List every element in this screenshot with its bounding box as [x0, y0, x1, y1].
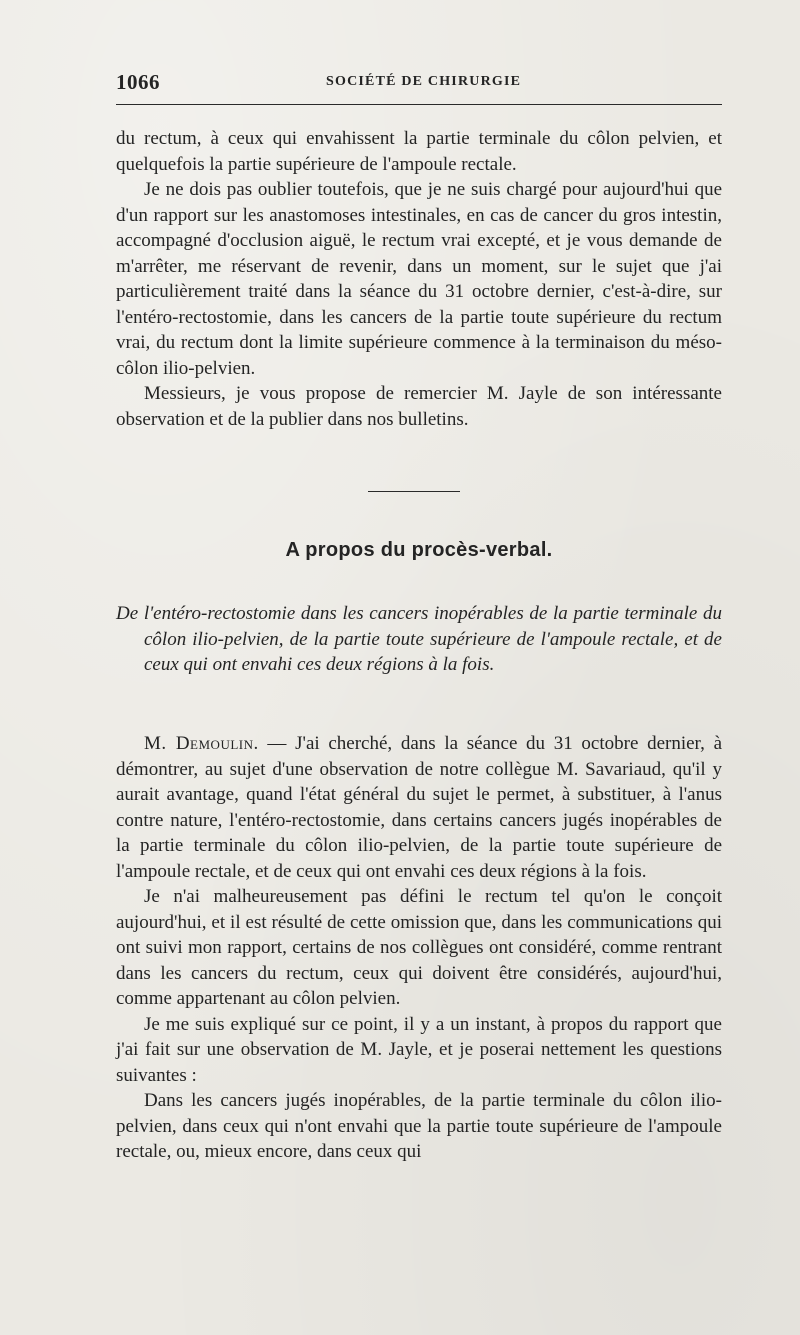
section-subtitle [116, 601, 722, 678]
page-number: 1066 [116, 70, 160, 94]
paragraph-cancers: Dans les cancers jugés inopérables, de la partie terminale du côlon ilio-pelvien, dans ceux qui n'ont envahi que la partie toute supérieure de l'ampoule rectale, ou, mieux encore, dans ceux qui [116, 1090, 722, 1162]
report-conclusion [116, 126, 722, 432]
speaker-name: M. Demoulin. [144, 733, 259, 754]
paragraph-thanks: Messieurs, je vous propose de remercier M. Jayle de son intéressante observation et de la publier dans nos bulletins. [116, 383, 722, 430]
section-divider [368, 491, 460, 492]
header-rule [116, 104, 722, 105]
paragraph-anastomoses: Je ne dois pas oublier toutefois, que je ne suis chargé pour aujourd'hui que d'un rapport sur les anastomoses intestinales, en cas de cancer du gros intestin, accompagné d'occlusion aiguë, le rectum vrai excepté, et je vous demande de m'arrêter, me réservant de revenir, dans un moment, sur le sujet que j'ai particulièrement traité dans la séance du 31 octobre dernier, c'est-à-dire, sur l'entéro-rectostomie, dans les cancers de la partie toute supérieure du rectum vrai, du rectum dont la limite supérieure commence à la terminaison du méso-côlon ilio-pelvien. [116, 179, 722, 379]
section-heading: A propos du procès-verbal. [285, 539, 553, 561]
running-title: SOCIÉTÉ DE CHIRURGIE [326, 74, 522, 89]
section-subtitle-text: De l'entéro-rectostomie dans les cancers inopérables de la partie terminale du côlon ilio-pelvien, de la partie toute supérieure de l'ampoule rectale, et de ceux qui ont envahi ces deux régions à la fois. [116, 603, 722, 675]
page-header [116, 68, 722, 98]
paragraph-demoulin-intro [116, 731, 722, 884]
paragraph-continuation: du rectum, à ceux qui envahissent la partie terminale du côlon pelvien, et quelquefois la partie supérieure de l'ampoule rectale. [116, 128, 722, 175]
paragraph-rectum-definition: Je n'ai malheureusement pas défini le rectum tel qu'on le conçoit aujourd'hui, et il est résulté de cette omission que, dans les communications qui ont suivi mon rapport, certains de nos collègues ont considéré, comme rentrant dans les cancers du rectum, ceux qui doivent être considérés, aujourd'hui, comme appartenant au côlon pelvien. [116, 886, 722, 1009]
demoulin-communication [116, 731, 722, 1165]
paragraph-questions: Je me suis expliqué sur ce point, il y a un instant, à propos du rapport que j'ai fait sur une observation de M. Jayle, et je poserai nettement les questions suivantes : [116, 1013, 722, 1086]
paragraph-demoulin-text: — J'ai cherché, dans la séance du 31 octobre dernier, à démontrer, au sujet d'une observation de notre collègue M. Savariaud, qu'il y aurait avantage, quand l'état général du sujet le permet, à substituer, à l'anus contre nature, l'entéro-rectostomie, dans certains cancers jugés inopérables de la partie terminale du côlon ilio-pelvien, de la partie toute supérieure de l'ampoule rectale, et de ceux qui ont envahi ces deux régions à la fois. [116, 733, 722, 882]
